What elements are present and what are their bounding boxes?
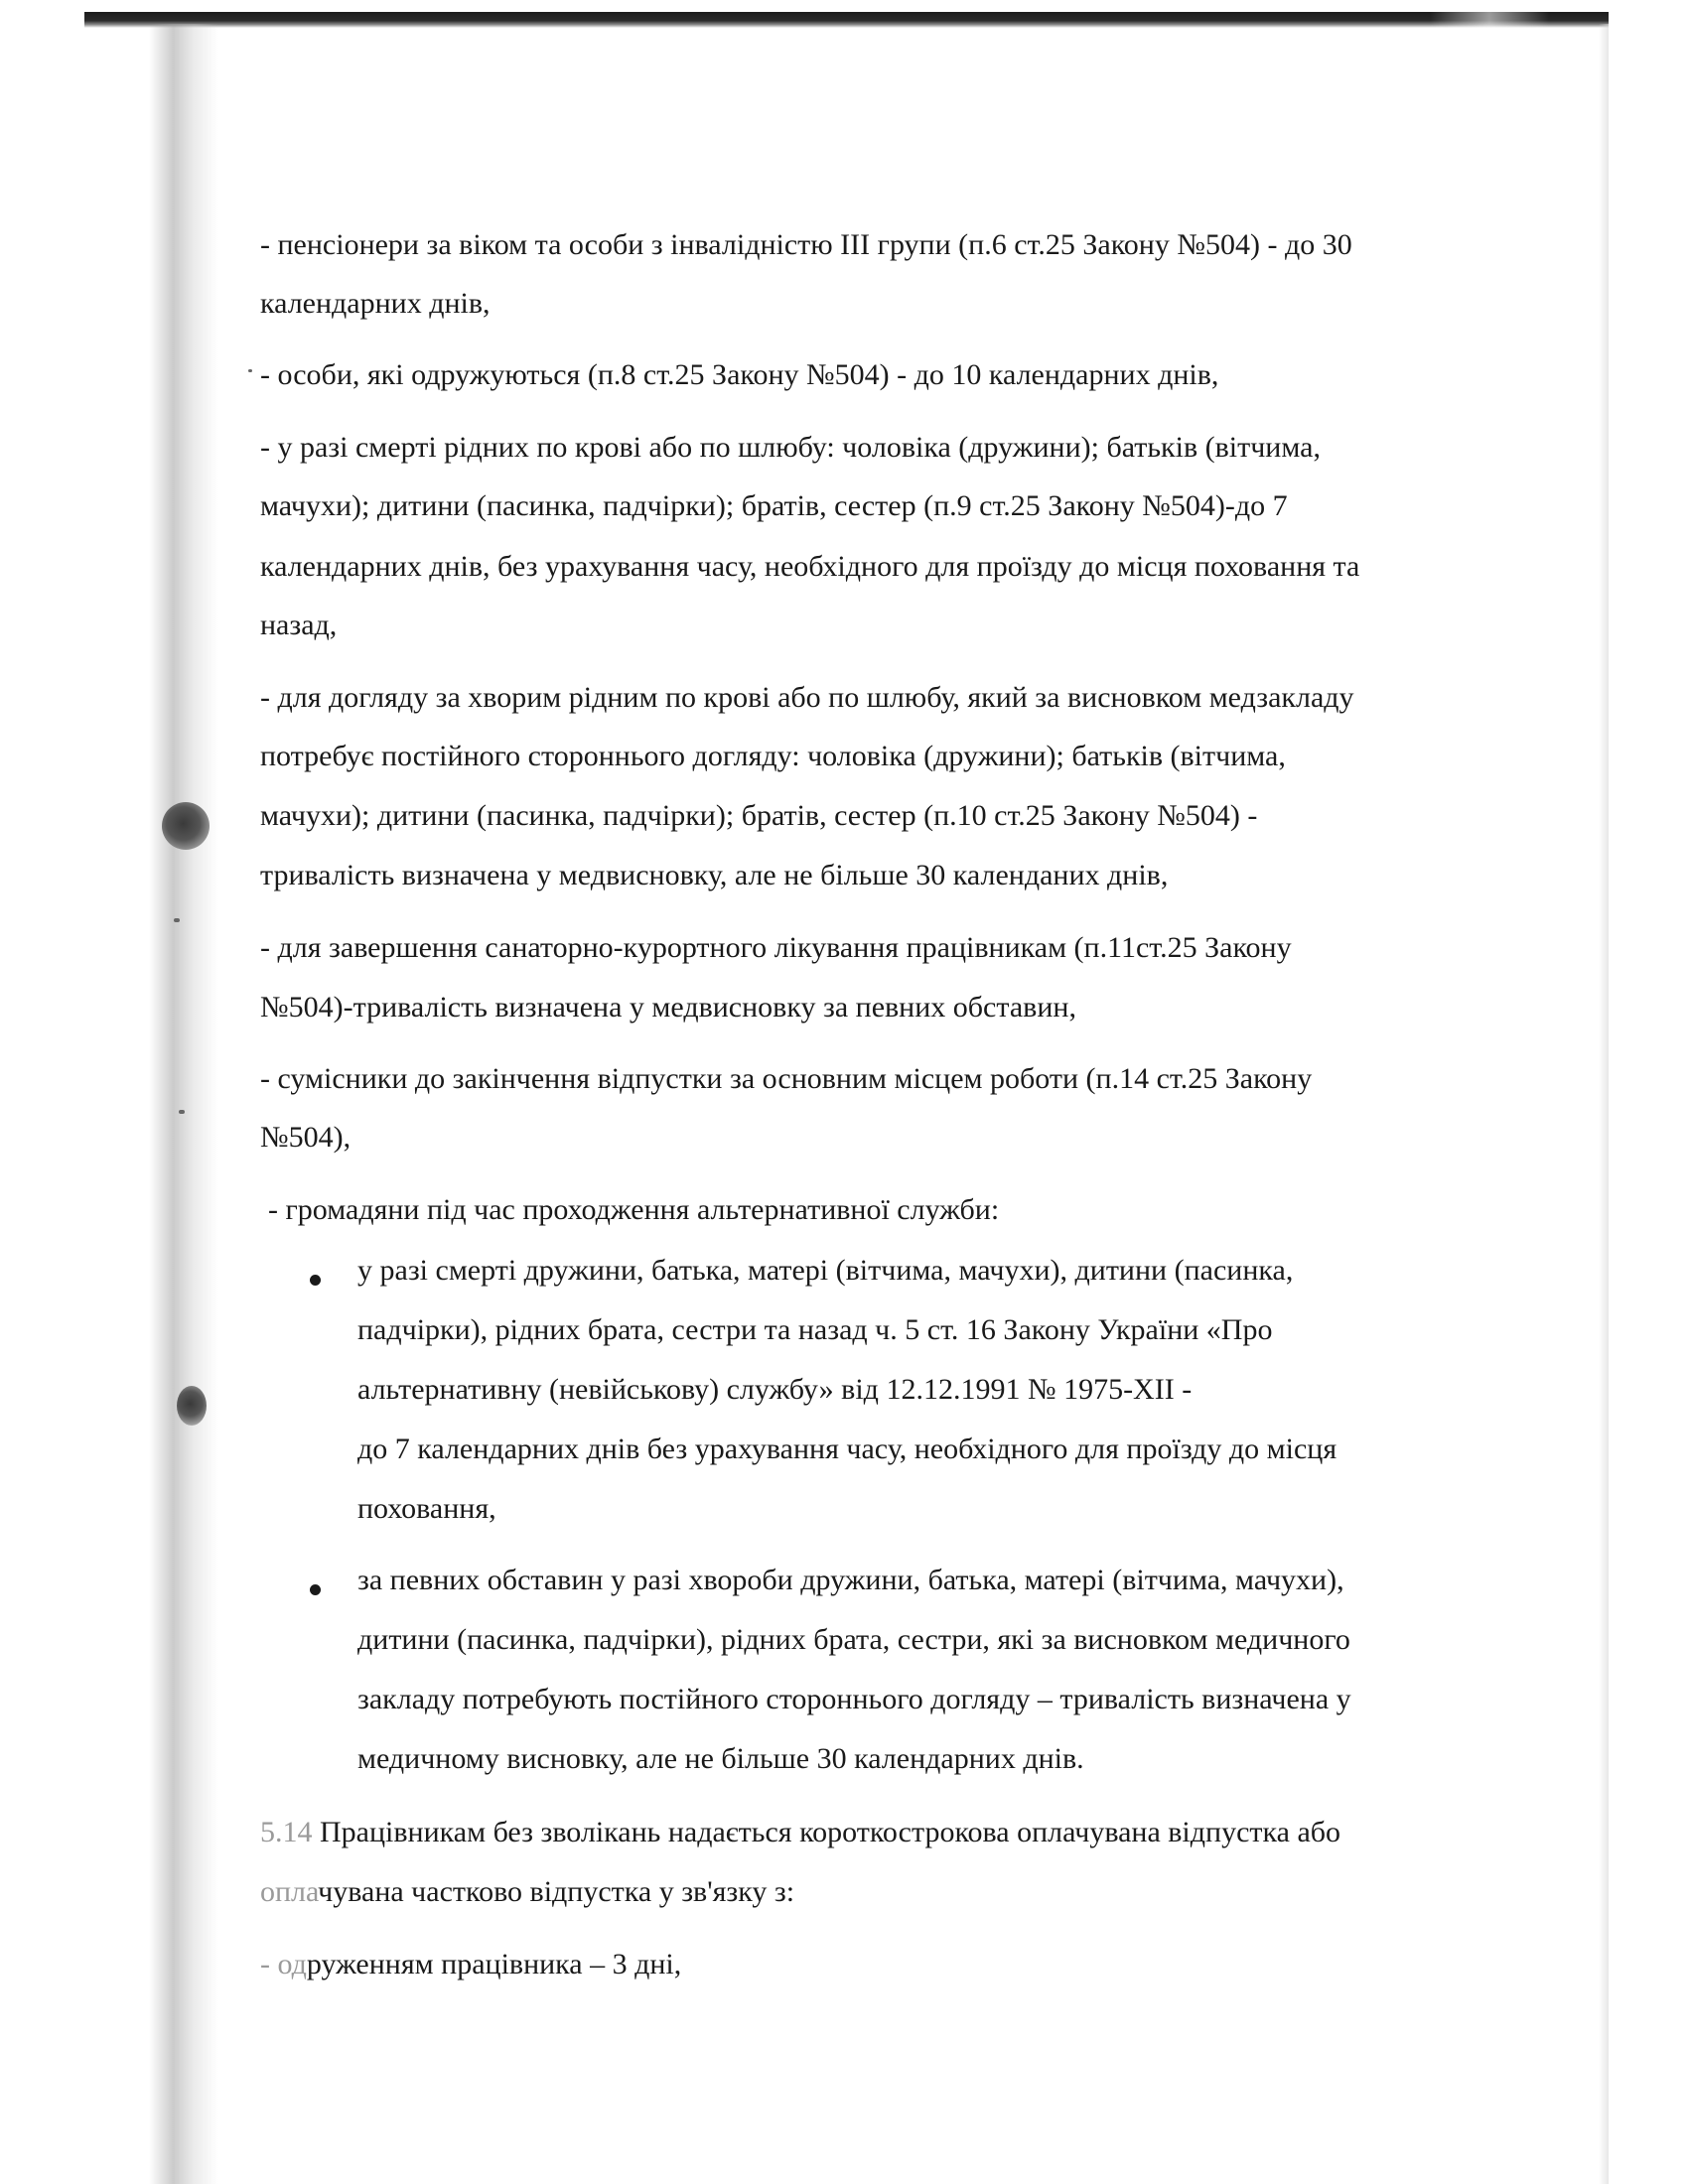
scan-speck — [248, 369, 252, 372]
scan-right-edge — [1599, 24, 1609, 2184]
text-line-6: календарних днів, без урахування часу, необхідного для проїзду до місця поховання та — [260, 550, 1360, 583]
scan-speck — [179, 1110, 185, 1114]
punch-hole-upper — [162, 802, 210, 850]
bullet-2-line-4: медичному висновку, але не більше 30 календарних днів. — [357, 1742, 1084, 1775]
section-text: Працівникам без зволікань надається короткострокова оплачувана відпустка або — [312, 1816, 1341, 1848]
section-5-14-line-1 — [260, 1803, 1591, 1862]
bullet-2-line-1: за певних обставин у разі хвороби дружини, батька, матері (вітчима, мачухи), — [357, 1564, 1344, 1596]
text-line-1: - пенсіонери за віком та особи з інвалідністю III групи (п.6 ст.25 Закону №504) - до 30 — [260, 228, 1352, 261]
bullet-1-line-1: у разі смерті дружини, батька, матері (вітчима, мачухи), дитини (пасинка, — [357, 1254, 1294, 1287]
bullet-1-line-4: до 7 календарних днів без урахування часу, необхідного для проїзду до місця — [357, 1433, 1337, 1465]
scan-top-edge — [84, 12, 1609, 28]
text-line-11: тривалість визначена у медвисновку, але не більше 30 календаних днів, — [260, 859, 1169, 891]
text-line-5: мачухи); дитини (пасинка, падчірки); братів, сестер (п.9 ст.25 Закону №504)-до 7 — [260, 489, 1288, 522]
text-line-15: №504), — [260, 1121, 352, 1154]
text-line-2: календарних днів, — [260, 287, 491, 320]
bullet-1-line-2: падчірки), рідних брата, сестри та назад ч. 5 ст. 16 Закону України «Про — [357, 1313, 1273, 1346]
section-5-14-line-3 — [260, 1935, 1591, 1994]
scan-top-glare — [1430, 12, 1549, 28]
bullet-2-line-3: закладу потребують постійного стороннього догляду – тривалість визначена у — [357, 1683, 1351, 1715]
text-line-9: потребує постійного стороннього догляду: чоловіка (дружини); батьків (вітчима, — [260, 740, 1286, 772]
text-line-14: - сумісники до закінчення відпустки за основним місцем роботи (п.14 ст.25 Закону — [260, 1062, 1313, 1095]
text-line-7: назад, — [260, 609, 338, 641]
section-text: руженням працівника – 3 дні, — [306, 1948, 682, 1980]
text-line-4: - у разі смерті рідних по крові або по шлюбу: чоловіка (дружини); батьків (вітчима, — [260, 431, 1321, 464]
text-line-16: - громадяни під час проходження альтернативної служби: — [268, 1193, 1000, 1226]
bullet-icon — [310, 1275, 321, 1286]
bullet-2-line-2: дитини (пасинка, падчірки), рідних брата, сестри, які за висновком медичного — [357, 1623, 1350, 1656]
faded-text: - од — [260, 1948, 307, 1980]
scan-speck — [174, 918, 180, 922]
faded-text: опла — [260, 1875, 319, 1908]
text-line-12: - для завершення санаторно-курортного лікування працівникам (п.11ст.25 Закону — [260, 931, 1292, 964]
bullet-1-line-5: поховання, — [357, 1492, 496, 1525]
section-5-14-line-2 — [260, 1862, 1591, 1922]
text-line-13: №504)-тривалість визначена у медвисновку за певних обставин, — [260, 991, 1076, 1024]
bullet-icon — [310, 1584, 321, 1595]
bullet-1-line-3: альтернативну (невійськову) службу» від 12.12.1991 № 1975-XII - — [357, 1373, 1193, 1406]
punch-hole-lower — [177, 1386, 207, 1426]
section-number: 5.14 — [260, 1816, 313, 1848]
section-text: чувана частково відпустка у зв'язку з: — [318, 1875, 795, 1908]
text-line-3: - особи, які одружуються (п.8 ст.25 Закону №504) - до 10 календарних днів, — [260, 358, 1219, 391]
text-line-10: мачухи); дитини (пасинка, падчірки); братів, сестер (п.10 ст.25 Закону №504) - — [260, 799, 1258, 832]
scan-binding-shadow — [149, 24, 218, 2184]
text-line-8: - для догляду за хворим рідним по крові або по шлюбу, який за висновком медзакладу — [260, 681, 1354, 714]
